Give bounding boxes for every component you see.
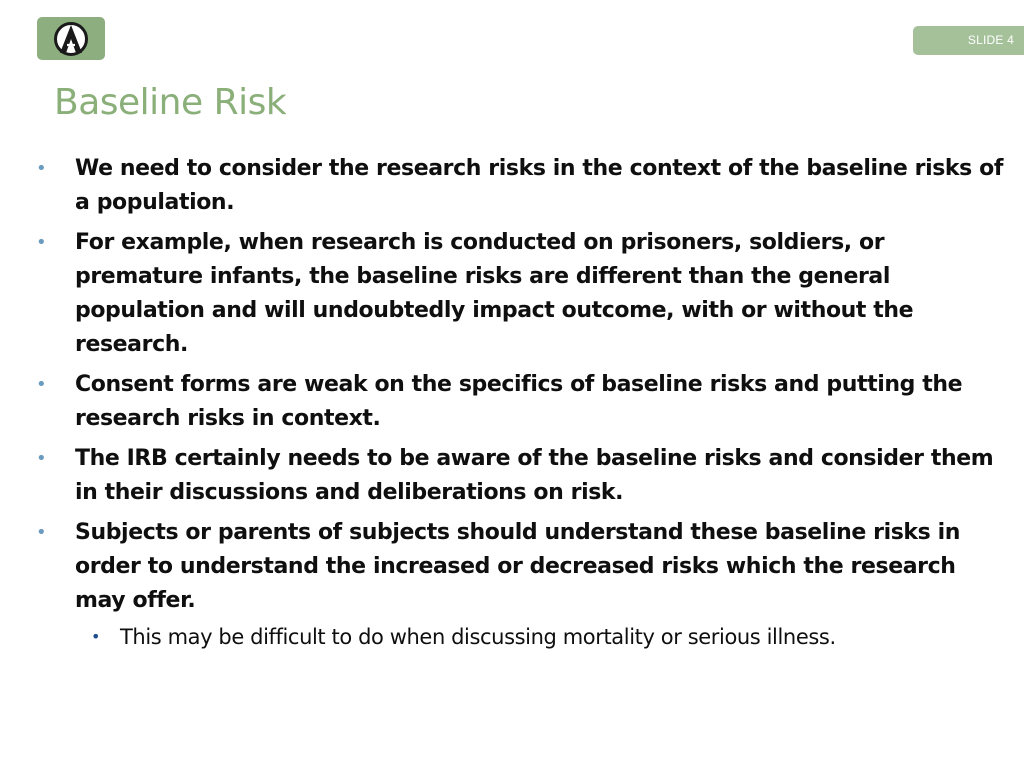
bullet-list bbox=[36, 152, 1008, 652]
bullet-dot-icon: • bbox=[36, 158, 47, 179]
slide-content bbox=[36, 152, 1008, 658]
slide-number-badge: SLIDE 4 bbox=[913, 26, 1024, 55]
bullet-dot-icon: • bbox=[36, 448, 47, 469]
sub-bullet-dot-icon: • bbox=[91, 627, 101, 646]
bullet-text: Subjects or parents of subjects should understand these baseline risks in order to understand the increased or decreased risks which the research may offer. bbox=[75, 520, 961, 613]
slide-title: Baseline Risk bbox=[54, 82, 287, 123]
sub-bullet-text: This may be difficult to do when discussing mortality or serious illness. bbox=[120, 625, 836, 649]
logo bbox=[37, 17, 105, 60]
bullet-text: We need to consider the research risks in the context of the baseline risks of a population. bbox=[75, 156, 1004, 215]
bullet-item bbox=[36, 368, 1008, 436]
bullet-text: Consent forms are weak on the specifics of baseline risks and putting the research risks in context. bbox=[75, 372, 963, 431]
bullet-dot-icon: • bbox=[36, 522, 47, 543]
bullet-text: For example, when research is conducted on prisoners, soldiers, or premature infants, the baseline risks are different than the general population and will undoubtedly impact outcome, with or without the research. bbox=[75, 230, 914, 357]
bullet-text: The IRB certainly needs to be aware of the baseline risks and consider them in their discussions and deliberations on risk. bbox=[75, 446, 994, 505]
sub-bullet-list bbox=[75, 622, 1008, 652]
sub-bullet-item bbox=[75, 622, 1008, 652]
bullet-dot-icon: • bbox=[36, 374, 47, 395]
bullet-item bbox=[36, 152, 1008, 220]
compass-a-logo-icon bbox=[49, 20, 93, 58]
bullet-item bbox=[36, 226, 1008, 362]
bullet-dot-icon: • bbox=[36, 232, 47, 253]
bullet-item bbox=[36, 442, 1008, 510]
bullet-item bbox=[36, 516, 1008, 652]
